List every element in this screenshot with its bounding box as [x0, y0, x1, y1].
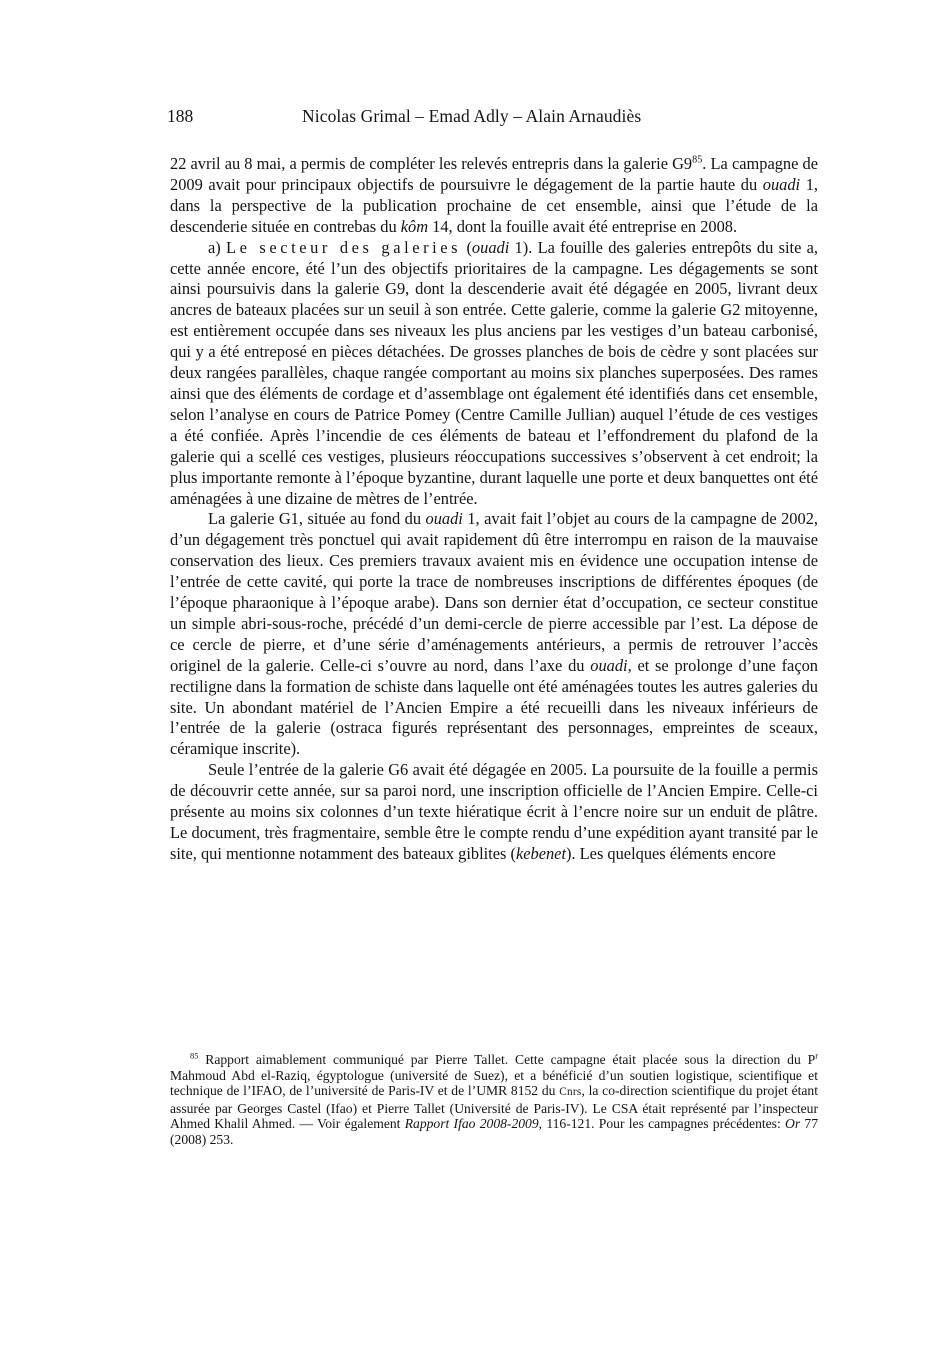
text-run: 1, dans la perspective de la publication prochaine de cet ensemble, ainsi que l’étude de la descenderie située en contrebas du	[170, 174, 819, 236]
text-run: a)	[208, 237, 227, 257]
footnote-85	[170, 1052, 818, 1148]
text-run: (	[461, 237, 472, 257]
italic-term: ouadi	[590, 655, 628, 675]
text-run: Seule l’entrée de la galerie G6 avait été dégagée en 2005. La poursuite de la fouille a permis de découvrir cette année, sur sa paroi nord, une inscription officielle de l’Ancien Empire. Celle-ci présente au moins six colonnes d’un texte hiératique écrit à l’encre noire sur un enduit de plâtre. Le document, très fragmentaire, semble être le compte rendu d’une expédition ayant transité par le site, qui mentionne notamment des bateaux giblites (	[170, 760, 818, 863]
body-text	[170, 154, 818, 865]
section-heading: Le secteur des galeries	[226, 237, 462, 257]
text-run: 14, dont la fouille avait été entreprise en 2008.	[428, 216, 738, 236]
running-head: Nicolas Grimal – Emad Adly – Alain Arnaudiès	[302, 106, 642, 126]
text-run: Mahmoud Abd el-Raziq, égyptologue (université de Suez), et a bénéficié d’un soutien logistique, scientifique et technique de l’IFAO, de l’université de Paris-IV et de l’UMR 8152 du	[170, 1067, 818, 1099]
superscript: r	[815, 1050, 818, 1061]
text-run: , 116-121. Pour les campagnes précédentes:	[538, 1116, 786, 1132]
paragraph-1	[170, 154, 818, 238]
page-number: 188	[167, 106, 194, 126]
italic-term: kôm	[400, 216, 429, 236]
text-run: . La campagne de 2009 avait pour principaux objectifs de poursuivre le dégagement de la partie haute du	[170, 154, 818, 194]
italic-term: kebenet	[515, 843, 566, 863]
footnote-ref: 85	[692, 154, 703, 166]
footnotes	[170, 1052, 818, 1148]
italic-term: ouadi	[471, 237, 510, 257]
paragraph-3	[170, 509, 818, 760]
text-run: La galerie G1, située au fond du	[208, 509, 426, 529]
italic-term: Or	[785, 1116, 801, 1132]
text-run: , et se prolonge d’une façon rectiligne dans la formation de schiste dans laquelle ont été aménagées toutes les autres galeries du site. Un abondant matériel de l’Ancien Empire a été recueilli dans les niveaux inférieurs de l’entrée de la galerie (ostraca figurés représentant des personnages, empreintes de sceaux, céramique inscrite).	[170, 655, 818, 759]
footnote-number: 85	[190, 1050, 199, 1061]
text-run: 77 (2008) 253.	[170, 1116, 819, 1147]
text-run: Rapport aimablement communiqué par Pierre Tallet. Cette campagne était placée sous la direction du P	[198, 1052, 816, 1067]
page-header	[0, 106, 936, 132]
italic-term: ouadi	[425, 509, 463, 529]
text-run: , la co-direction scientifique du projet étant assurée par Georges Castel (Ifao) et Pierre Tallet (Université de Paris-IV). Le CSA était représenté par l’inspecteur Ahmed Khalil Ahmed. — Voir également	[170, 1083, 819, 1132]
text-run: ). Les quelques éléments encore	[566, 843, 776, 863]
paragraph-2	[170, 238, 818, 510]
text-run: 22 avril au 8 mai, a permis de compléter les relevés entrepris dans la galerie G9	[170, 154, 693, 173]
text-run: 1). La fouille des galeries entrepôts du site a, cette année encore, été l’un des objectifs prioritaires de la campagne. Les dégagements se sont ainsi poursuivis dans la galerie G9, dont la descenderie avait été dégagée en 2005, livrant deux ancres de bateaux placées sur un seuil à son entrée. Cette galerie, comme la galerie G2 mitoyenne, est entièrement occupée dans ses niveaux les plus anciens par les vestiges d’un bateau carbonisé, qui y a été entreposé en pièces détachées. De grosses planches de bois de cèdre y sont placées sur deux rangées parallèles, chaque rangée comportant au moins six planches superposées. Des rames ainsi que des éléments de cordage et d’assemblage ont également été identifiés dans cet ensemble, selon l’analyse en cours de Patrice Pomey (Centre Camille Jullian) auquel l’étude de ces vestiges a été confiée. Après l’incendie de ces éléments de bateau et l’effondrement du plafond de la galerie qui a scellé ces vestiges, plusieurs réoccupations successives s’observent à cet endroit; la plus importante remonte à l’époque byzantine, durant laquelle une porte et deux banquettes ont été aménagées à une dizaine de mètres de l’entrée.	[170, 237, 819, 508]
italic-term: ouadi	[762, 174, 801, 194]
paragraph-4	[170, 760, 818, 865]
italic-term: Rapport Ifao 2008-2009	[404, 1116, 539, 1132]
small-caps-term: Cnrs	[559, 1086, 582, 1099]
text-run: 1, avait fait l’objet au cours de la campagne de 2002, d’un dégagement très ponctuel qui avait rapidement dû être interrompu en raison de la mauvaise conservation des lieux. Ces premiers travaux avaient mis en évidence une occupation intense de l’entrée de cette cavité, qui porte la trace de nombreuses inscriptions de différentes époques (de l’époque pharaonique à l’époque arabe). Dans son dernier état d’occupation, ce secteur constitue un simple abri-sous-roche, précédé d’un demi-cercle de pierre accessible par l’est. La dépose de ce cercle de pierre, et d’une série d’aménagements antérieurs, a permis de retrouver l’accès originel de la galerie. Celle-ci s’ouvre au nord, dans l’axe du	[170, 509, 818, 675]
